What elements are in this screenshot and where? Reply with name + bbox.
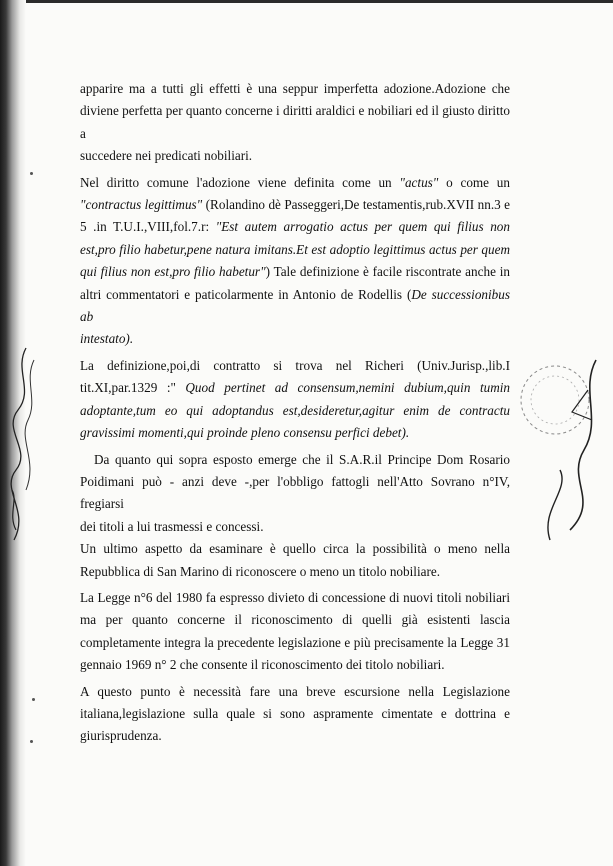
scan-speck	[30, 740, 33, 743]
text-line: La definizione,poi,di contratto si trova nel Richeri (Univ.Jurisp.,lib.I	[80, 357, 510, 373]
text-line: adoptante,tum eo qui adoptandus est,desideretur,agitur enim de contractu	[80, 402, 510, 418]
margin-signature	[4, 340, 44, 560]
text-line: succedere nei predicati nobiliari.	[80, 148, 253, 164]
text-line: gravissimi momenti,qui proinde pleno consensu perfici debet).	[80, 425, 410, 441]
text-line: A questo punto è necessità fare una breve escursione nella Legislazione	[80, 683, 510, 699]
text-line: Un ultimo aspetto da esaminare è quello circa la possibilità o meno nella	[80, 541, 510, 557]
text-line: Da quanto qui sopra esposto emerge che il S.A.R.il Principe Dom Rosario	[94, 451, 510, 467]
text-line: italiana,legislazione sulla quale si sono aspramente cimentate e dottrina e	[80, 705, 510, 721]
document-body	[80, 78, 510, 748]
text-line: apparire ma a tutti gli effetti è una seppur imperfetta adozione.Adozione che	[80, 81, 510, 96]
text-line: est,pro filio habetur,pene natura imitans.Et est adoptio legittimus actus per quem	[80, 241, 510, 257]
text-line: completamente integra la precedente legislazione e più precisamente la Legge 31	[80, 634, 510, 650]
text-line: Nel diritto comune l'adozione viene definita come un "actus" o come un	[80, 174, 510, 190]
text-line: intestato).	[80, 331, 134, 347]
scan-speck	[32, 698, 35, 701]
text-line: ma per quanto concerne il riconoscimento di quelli già esistenti lascia	[80, 612, 510, 628]
text-line: qui filius non est,pro filio habetur") Tale definizione è facile riscontrate anche in	[80, 264, 510, 280]
text-line: Repubblica di San Marino di riconoscere o meno un titolo nobiliare.	[80, 563, 441, 579]
scan-top-edge	[0, 0, 613, 3]
stamp-and-signature	[500, 350, 610, 550]
text-line: gennaio 1969 n° 2 che consente il riconoscimento dei titolo nobiliari.	[80, 657, 445, 673]
text-line: La Legge n°6 del 1980 fa espresso divieto di concessione di nuovi titoli nobiliari	[80, 589, 510, 605]
text-line: "contractus legittimus" (Rolandino dè Passeggeri,De testamentis,rub.XVII nn.3 e	[80, 197, 511, 213]
text-line: altri commentatori e paticolarmente in Antonio de Rodellis (De successionibus ab	[80, 286, 510, 325]
text-line: tit.XI,par.1329 :" Quod pertinet ad consensum,nemini dubium,quin tumin	[80, 380, 510, 396]
text-line: giurisprudenza.	[80, 728, 162, 744]
text-line: dei titoli a lui trasmessi e concessi.	[80, 518, 264, 534]
text-line: diviene perfetta per quanto concerne i diritti araldici e nobiliari ed il giusto diritto a	[80, 103, 510, 141]
scan-speck	[30, 172, 33, 175]
text-line: 5 .in T.U.I.,VIII,fol.7.r: "Est autem arrogatio actus per quem qui filius non	[80, 219, 510, 235]
text-line: Poidimani può - anzi deve -,per l'obbligo fattogli nell'Atto Sovrano n°IV, fregiarsi	[80, 473, 510, 512]
